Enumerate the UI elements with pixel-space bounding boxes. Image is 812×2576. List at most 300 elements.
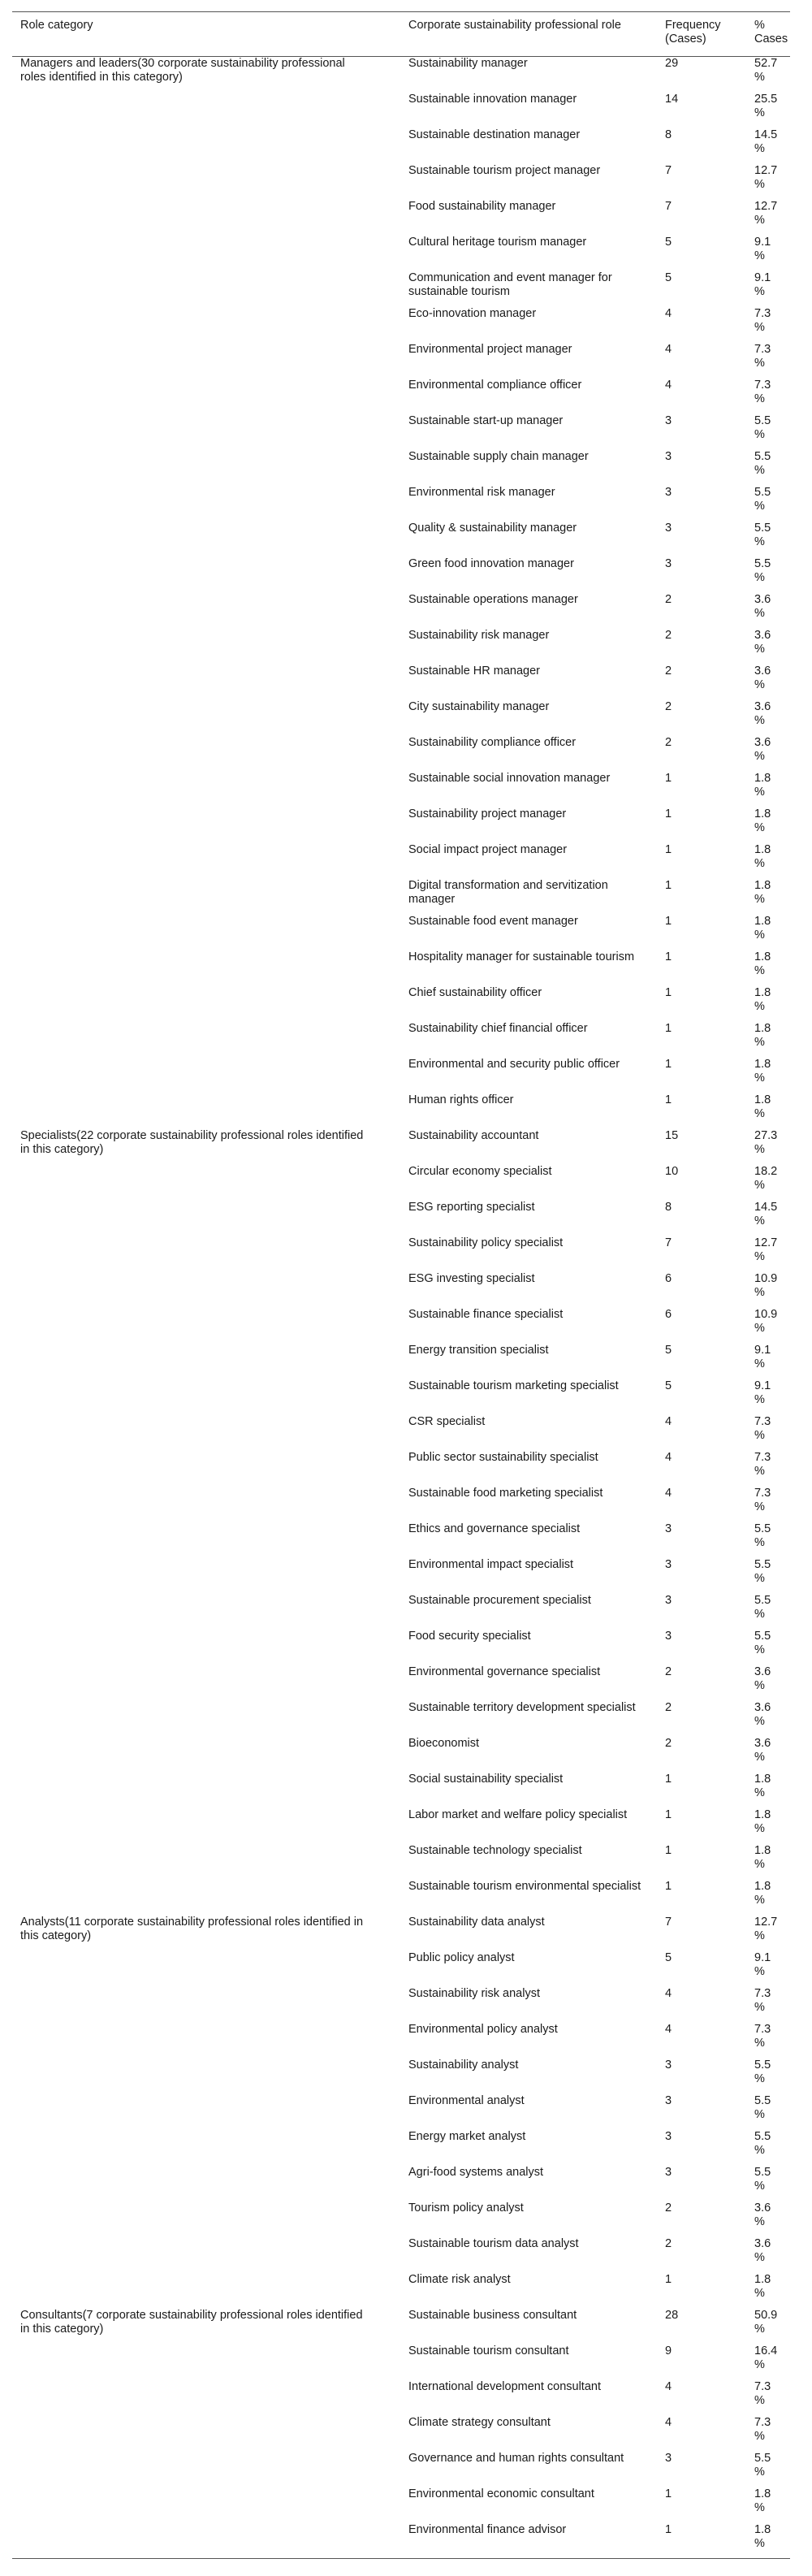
percent-cell: 3.6 %: [754, 735, 771, 763]
empty-category-cell: [12, 629, 400, 665]
percent-cell: 7.3 %: [754, 306, 771, 334]
percent-cell: 5.5 %: [754, 2058, 771, 2085]
header-row: [12, 12, 790, 57]
professional-role-cell: Energy transition specialist: [408, 1343, 549, 1357]
frequency-cell: 4: [665, 306, 672, 320]
table-row: [12, 915, 790, 950]
professional-role-cell: Sustainability risk analyst: [408, 1986, 540, 2000]
table-row: [12, 164, 790, 200]
table-row: [12, 700, 790, 736]
percent-cell: 10.9 %: [754, 1307, 778, 1335]
percent-cell: 5.5 %: [754, 2129, 771, 2157]
role-category-cell: Consultants(7 corporate sustainability professional roles identified in this category): [20, 2308, 363, 2336]
empty-category-cell: [12, 915, 400, 950]
professional-role-cell: Hospitality manager for sustainable tourism: [408, 950, 635, 963]
empty-category-cell: [12, 128, 400, 164]
percent-cell: 5.5 %: [754, 1522, 771, 1549]
empty-category-cell: [12, 879, 400, 915]
percent-cell: 5.5 %: [754, 1557, 771, 1585]
professional-role-cell: Sustainable procurement specialist: [408, 1593, 591, 1607]
empty-category-cell: [12, 1665, 400, 1701]
frequency-cell: 4: [665, 378, 672, 392]
table-row: [12, 2273, 790, 2309]
roles-table: [12, 11, 790, 2559]
frequency-cell: 7: [665, 1236, 672, 1249]
empty-category-cell: [12, 1165, 400, 1201]
table-row: [12, 1379, 790, 1415]
frequency-cell: 3: [665, 521, 672, 535]
empty-category-cell: [12, 1058, 400, 1093]
frequency-cell: 4: [665, 342, 672, 356]
empty-category-cell: [12, 2237, 400, 2273]
table-row: [12, 2130, 790, 2166]
empty-category-cell: [12, 2344, 400, 2380]
percent-cell: 1.8 %: [754, 950, 771, 977]
professional-role-cell: Sustainable tourism project manager: [408, 163, 601, 177]
percent-cell: 3.6 %: [754, 699, 771, 727]
table-row: [12, 307, 790, 343]
frequency-cell: 7: [665, 163, 672, 177]
frequency-cell: 1: [665, 985, 672, 999]
professional-role-cell: Sustainability policy specialist: [408, 1236, 564, 1249]
table-row: [12, 2487, 790, 2523]
empty-category-cell: [12, 2487, 400, 2523]
professional-role-cell: Public policy analyst: [408, 1950, 515, 1964]
frequency-cell: 2: [665, 628, 672, 642]
professional-role-cell: Governance and human rights consultant: [408, 2451, 624, 2465]
frequency-cell: 10: [665, 1164, 679, 1178]
percent-cell: 5.5 %: [754, 2093, 771, 2121]
percent-cell: 1.8 %: [754, 807, 771, 834]
empty-category-cell: [12, 843, 400, 879]
table-row: [12, 950, 790, 986]
percent-cell: 52.7 %: [754, 57, 778, 84]
professional-role-cell: Sustainable tourism marketing specialist: [408, 1379, 619, 1392]
frequency-cell: 2: [665, 664, 672, 678]
table-row: [12, 343, 790, 379]
frequency-cell: 4: [665, 1414, 672, 1428]
frequency-cell: 5: [665, 1343, 672, 1357]
empty-category-cell: [12, 450, 400, 486]
table-row: [12, 1344, 790, 1379]
frequency-cell: 5: [665, 1379, 672, 1392]
empty-category-cell: [12, 1415, 400, 1451]
frequency-cell: 8: [665, 128, 672, 141]
empty-category-cell: [12, 2273, 400, 2309]
frequency-cell: 1: [665, 1843, 672, 1857]
professional-role-cell: Environmental governance specialist: [408, 1665, 601, 1678]
empty-category-cell: [12, 2380, 400, 2416]
percent-cell: 3.6 %: [754, 2236, 771, 2264]
table-row: [12, 1236, 790, 1272]
percent-cell: 1.8 %: [754, 771, 771, 799]
frequency-cell: 4: [665, 2379, 672, 2393]
percent-cell: 5.5 %: [754, 413, 771, 441]
table-row: [12, 843, 790, 879]
empty-category-cell: [12, 1487, 400, 1522]
empty-category-cell: [12, 1308, 400, 1344]
empty-category-cell: [12, 1594, 400, 1630]
percent-cell: 7.3 %: [754, 1986, 771, 2014]
empty-category-cell: [12, 986, 400, 1022]
percent-cell: 25.5 %: [754, 92, 778, 119]
frequency-cell: 1: [665, 878, 672, 892]
table-row: [12, 879, 790, 915]
table-row: [12, 57, 790, 93]
frequency-cell: 5: [665, 271, 672, 284]
professional-role-cell: Sustainable tourism environmental specialist: [408, 1879, 641, 1893]
frequency-cell: 5: [665, 235, 672, 249]
percent-cell: 12.7 %: [754, 163, 778, 191]
empty-category-cell: [12, 2059, 400, 2094]
professional-role-cell: Sustainability accountant: [408, 1128, 539, 1142]
table-row: [12, 2237, 790, 2273]
frequency-cell: 14: [665, 92, 679, 106]
professional-role-cell: Social impact project manager: [408, 842, 568, 856]
empty-category-cell: [12, 236, 400, 271]
empty-category-cell: [12, 343, 400, 379]
table-row: [12, 1558, 790, 1594]
percent-cell: 3.6 %: [754, 2201, 771, 2228]
professional-role-cell: Eco-innovation manager: [408, 306, 537, 320]
frequency-cell: 2: [665, 699, 672, 713]
frequency-cell: 4: [665, 2415, 672, 2429]
percent-cell: 1.8 %: [754, 985, 771, 1013]
percent-cell: 7.3 %: [754, 2415, 771, 2443]
percent-cell: 1.8 %: [754, 1808, 771, 1835]
percent-cell: 9.1 %: [754, 271, 771, 298]
empty-category-cell: [12, 807, 400, 843]
frequency-cell: 3: [665, 1522, 672, 1535]
professional-role-cell: Sustainable operations manager: [408, 592, 578, 606]
empty-category-cell: [12, 1272, 400, 1308]
frequency-cell: 4: [665, 1450, 672, 1464]
role-category-cell: Managers and leaders(30 corporate sustainability professional roles identified in this category): [20, 57, 345, 84]
professional-role-cell: Sustainable supply chain manager: [408, 449, 589, 463]
table-row: [12, 1737, 790, 1773]
table-row: [12, 736, 790, 772]
empty-category-cell: [12, 379, 400, 414]
percent-cell: 9.1 %: [754, 1950, 771, 1978]
frequency-cell: 3: [665, 413, 672, 427]
percent-cell: 3.6 %: [754, 1700, 771, 1728]
table-row: [12, 1522, 790, 1558]
table-row: [12, 486, 790, 522]
percent-cell: 12.7 %: [754, 1915, 778, 1942]
professional-role-cell: Human rights officer: [408, 1093, 514, 1106]
professional-role-cell: Digital transformation and servitization manager: [408, 878, 608, 906]
professional-role-cell: Sustainability chief financial officer: [408, 1021, 588, 1035]
professional-role-cell: Communication and event manager for sustainable tourism: [408, 271, 612, 298]
empty-category-cell: [12, 1236, 400, 1272]
percent-cell: 1.8 %: [754, 2487, 771, 2514]
empty-category-cell: [12, 164, 400, 200]
empty-category-cell: [12, 2202, 400, 2237]
table-row: [12, 1844, 790, 1880]
frequency-cell: 1: [665, 842, 672, 856]
header-percent: % Cases: [754, 19, 788, 45]
frequency-cell: 3: [665, 449, 672, 463]
table-row: [12, 1415, 790, 1451]
percent-cell: 7.3 %: [754, 2022, 771, 2050]
percent-cell: 5.5 %: [754, 1629, 771, 1656]
frequency-cell: 1: [665, 1808, 672, 1821]
professional-role-cell: ESG investing specialist: [408, 1271, 535, 1285]
professional-role-cell: Sustainability manager: [408, 57, 528, 70]
table-row: [12, 1773, 790, 1808]
percent-cell: 1.8 %: [754, 878, 771, 906]
frequency-cell: 4: [665, 2022, 672, 2036]
percent-cell: 5.5 %: [754, 521, 771, 548]
professional-role-cell: Sustainable social innovation manager: [408, 771, 611, 785]
professional-role-cell: Social sustainability specialist: [408, 1772, 564, 1786]
professional-role-cell: Environmental risk manager: [408, 485, 555, 499]
frequency-cell: 1: [665, 1093, 672, 1106]
table-row: [12, 2023, 790, 2059]
percent-cell: 3.6 %: [754, 592, 771, 620]
percent-cell: 7.3 %: [754, 2379, 771, 2407]
empty-category-cell: [12, 1522, 400, 1558]
percent-cell: 1.8 %: [754, 914, 771, 942]
frequency-cell: 2: [665, 2236, 672, 2250]
frequency-cell: 4: [665, 1486, 672, 1500]
frequency-cell: 1: [665, 1772, 672, 1786]
professional-role-cell: Sustainable territory development specialist: [408, 1700, 636, 1714]
table-row: [12, 1308, 790, 1344]
percent-cell: 1.8 %: [754, 842, 771, 870]
empty-category-cell: [12, 1701, 400, 1737]
professional-role-cell: Environmental economic consultant: [408, 2487, 594, 2500]
empty-category-cell: [12, 2166, 400, 2202]
empty-category-cell: [12, 2523, 400, 2559]
header-frequency: Frequency (Cases): [665, 19, 721, 45]
frequency-cell: 3: [665, 2058, 672, 2072]
professional-role-cell: CSR specialist: [408, 1414, 486, 1428]
professional-role-cell: Environmental analyst: [408, 2093, 525, 2107]
frequency-cell: 1: [665, 1057, 672, 1071]
professional-role-cell: Climate strategy consultant: [408, 2415, 551, 2429]
professional-role-cell: Climate risk analyst: [408, 2272, 511, 2286]
frequency-cell: 2: [665, 2201, 672, 2214]
percent-cell: 7.3 %: [754, 1414, 771, 1442]
professional-role-cell: Public sector sustainability specialist: [408, 1450, 598, 1464]
empty-category-cell: [12, 1022, 400, 1058]
table-row: [12, 414, 790, 450]
percent-cell: 5.5 %: [754, 2165, 771, 2193]
empty-category-cell: [12, 1344, 400, 1379]
table-row: [12, 1701, 790, 1737]
professional-role-cell: Food security specialist: [408, 1629, 531, 1643]
professional-role-cell: Environmental impact specialist: [408, 1557, 574, 1571]
percent-cell: 1.8 %: [754, 1879, 771, 1907]
professional-role-cell: Energy market analyst: [408, 2129, 526, 2143]
empty-category-cell: [12, 2130, 400, 2166]
table-row: [12, 2452, 790, 2487]
percent-cell: 5.5 %: [754, 485, 771, 513]
professional-role-cell: Sustainable finance specialist: [408, 1307, 564, 1321]
percent-cell: 3.6 %: [754, 1736, 771, 1764]
frequency-cell: 2: [665, 1665, 672, 1678]
professional-role-cell: Sustainable technology specialist: [408, 1843, 582, 1857]
frequency-cell: 5: [665, 1950, 672, 1964]
frequency-cell: 1: [665, 807, 672, 820]
percent-cell: 18.2 %: [754, 1164, 778, 1192]
professional-role-cell: Environmental policy analyst: [408, 2022, 558, 2036]
table-row: [12, 1916, 790, 1951]
professional-role-cell: Environmental and security public officer: [408, 1057, 620, 1071]
percent-cell: 5.5 %: [754, 1593, 771, 1621]
header-professional-role: Corporate sustainability professional role: [408, 19, 621, 32]
empty-category-cell: [12, 950, 400, 986]
percent-cell: 1.8 %: [754, 1093, 771, 1120]
percent-cell: 1.8 %: [754, 2522, 771, 2550]
frequency-cell: 2: [665, 735, 672, 749]
frequency-cell: 15: [665, 1128, 679, 1142]
frequency-cell: 3: [665, 1593, 672, 1607]
table-row: [12, 629, 790, 665]
professional-role-cell: Sustainable HR manager: [408, 664, 541, 678]
role-category-cell: Analysts(11 corporate sustainability professional roles identified in this category): [20, 1915, 364, 1942]
frequency-cell: 3: [665, 2451, 672, 2465]
professional-role-cell: Sustainable tourism data analyst: [408, 2236, 579, 2250]
professional-role-cell: Green food innovation manager: [408, 556, 574, 570]
empty-category-cell: [12, 593, 400, 629]
empty-category-cell: [12, 1558, 400, 1594]
percent-cell: 1.8 %: [754, 1021, 771, 1049]
professional-role-cell: Sustainable food marketing specialist: [408, 1486, 603, 1500]
professional-role-cell: Sustainable destination manager: [408, 128, 581, 141]
frequency-cell: 1: [665, 2487, 672, 2500]
frequency-cell: 2: [665, 1736, 672, 1750]
frequency-cell: 6: [665, 1307, 672, 1321]
professional-role-cell: Sustainable tourism consultant: [408, 2344, 569, 2357]
frequency-cell: 3: [665, 2129, 672, 2143]
empty-category-cell: [12, 522, 400, 557]
table-row: [12, 2523, 790, 2559]
empty-category-cell: [12, 700, 400, 736]
professional-role-cell: Chief sustainability officer: [408, 985, 542, 999]
professional-role-cell: Sustainable start-up manager: [408, 413, 564, 427]
frequency-cell: 29: [665, 57, 679, 70]
percent-cell: 14.5 %: [754, 128, 778, 155]
frequency-cell: 3: [665, 2165, 672, 2179]
empty-category-cell: [12, 200, 400, 236]
percent-cell: 5.5 %: [754, 556, 771, 584]
empty-category-cell: [12, 1630, 400, 1665]
professional-role-cell: City sustainability manager: [408, 699, 550, 713]
frequency-cell: 1: [665, 1021, 672, 1035]
percent-cell: 16.4 %: [754, 2344, 778, 2371]
empty-category-cell: [12, 557, 400, 593]
percent-cell: 1.8 %: [754, 2272, 771, 2300]
percent-cell: 12.7 %: [754, 1236, 778, 1263]
percent-cell: 1.8 %: [754, 1843, 771, 1871]
professional-role-cell: Tourism policy analyst: [408, 2201, 524, 2214]
frequency-cell: 1: [665, 2272, 672, 2286]
percent-cell: 7.3 %: [754, 1486, 771, 1513]
frequency-cell: 2: [665, 1700, 672, 1714]
frequency-cell: 3: [665, 2093, 672, 2107]
empty-category-cell: [12, 1951, 400, 1987]
table-row: [12, 271, 790, 307]
frequency-cell: 3: [665, 1557, 672, 1571]
percent-cell: 5.5 %: [754, 2451, 771, 2479]
table-row: [12, 1129, 790, 1165]
table-row: [12, 2309, 790, 2344]
frequency-cell: 3: [665, 1629, 672, 1643]
percent-cell: 14.5 %: [754, 1200, 778, 1227]
empty-category-cell: [12, 2094, 400, 2130]
empty-category-cell: [12, 1451, 400, 1487]
table-row: [12, 236, 790, 271]
frequency-cell: 7: [665, 1915, 672, 1929]
professional-role-cell: Sustainability project manager: [408, 807, 567, 820]
professional-role-cell: Environmental project manager: [408, 342, 572, 356]
table-row: [12, 1880, 790, 1916]
table-row: [12, 2166, 790, 2202]
table-row: [12, 2344, 790, 2380]
frequency-cell: 9: [665, 2344, 672, 2357]
frequency-cell: 1: [665, 914, 672, 928]
professional-role-cell: Circular economy specialist: [408, 1164, 552, 1178]
percent-cell: 10.9 %: [754, 1271, 778, 1299]
percent-cell: 5.5 %: [754, 449, 771, 477]
percent-cell: 1.8 %: [754, 1772, 771, 1799]
frequency-cell: 4: [665, 1986, 672, 2000]
table-row: [12, 522, 790, 557]
percent-cell: 7.3 %: [754, 342, 771, 370]
empty-category-cell: [12, 93, 400, 128]
empty-category-cell: [12, 1201, 400, 1236]
professional-role-cell: Sustainability compliance officer: [408, 735, 577, 749]
table-row: [12, 1165, 790, 1201]
empty-category-cell: [12, 2452, 400, 2487]
percent-cell: 3.6 %: [754, 628, 771, 656]
empty-category-cell: [12, 271, 400, 307]
professional-role-cell: Sustainability risk manager: [408, 628, 550, 642]
frequency-cell: 1: [665, 950, 672, 963]
frequency-cell: 2: [665, 592, 672, 606]
table-row: [12, 1093, 790, 1129]
empty-category-cell: [12, 1737, 400, 1773]
professional-role-cell: Quality & sustainability manager: [408, 521, 577, 535]
percent-cell: 9.1 %: [754, 235, 771, 262]
empty-category-cell: [12, 1093, 400, 1129]
table-row: [12, 807, 790, 843]
percent-cell: 9.1 %: [754, 1379, 771, 1406]
professional-role-cell: Agri-food systems analyst: [408, 2165, 544, 2179]
table-row: [12, 1594, 790, 1630]
table-row: [12, 1808, 790, 1844]
table-row: [12, 1630, 790, 1665]
empty-category-cell: [12, 1773, 400, 1808]
table-row: [12, 1022, 790, 1058]
empty-category-cell: [12, 665, 400, 700]
professional-role-cell: Sustainable innovation manager: [408, 92, 577, 106]
professional-role-cell: Cultural heritage tourism manager: [408, 235, 587, 249]
header-role-category: Role category: [20, 19, 93, 32]
empty-category-cell: [12, 2023, 400, 2059]
professional-role-cell: Sustainable business consultant: [408, 2308, 577, 2322]
percent-cell: 50.9 %: [754, 2308, 778, 2336]
role-category-cell: Specialists(22 corporate sustainability professional roles identified in this category): [20, 1128, 364, 1156]
empty-category-cell: [12, 1880, 400, 1916]
empty-category-cell: [12, 414, 400, 450]
table-row: [12, 2059, 790, 2094]
percent-cell: 7.3 %: [754, 1450, 771, 1478]
table-row: [12, 1451, 790, 1487]
table-row: [12, 2094, 790, 2130]
